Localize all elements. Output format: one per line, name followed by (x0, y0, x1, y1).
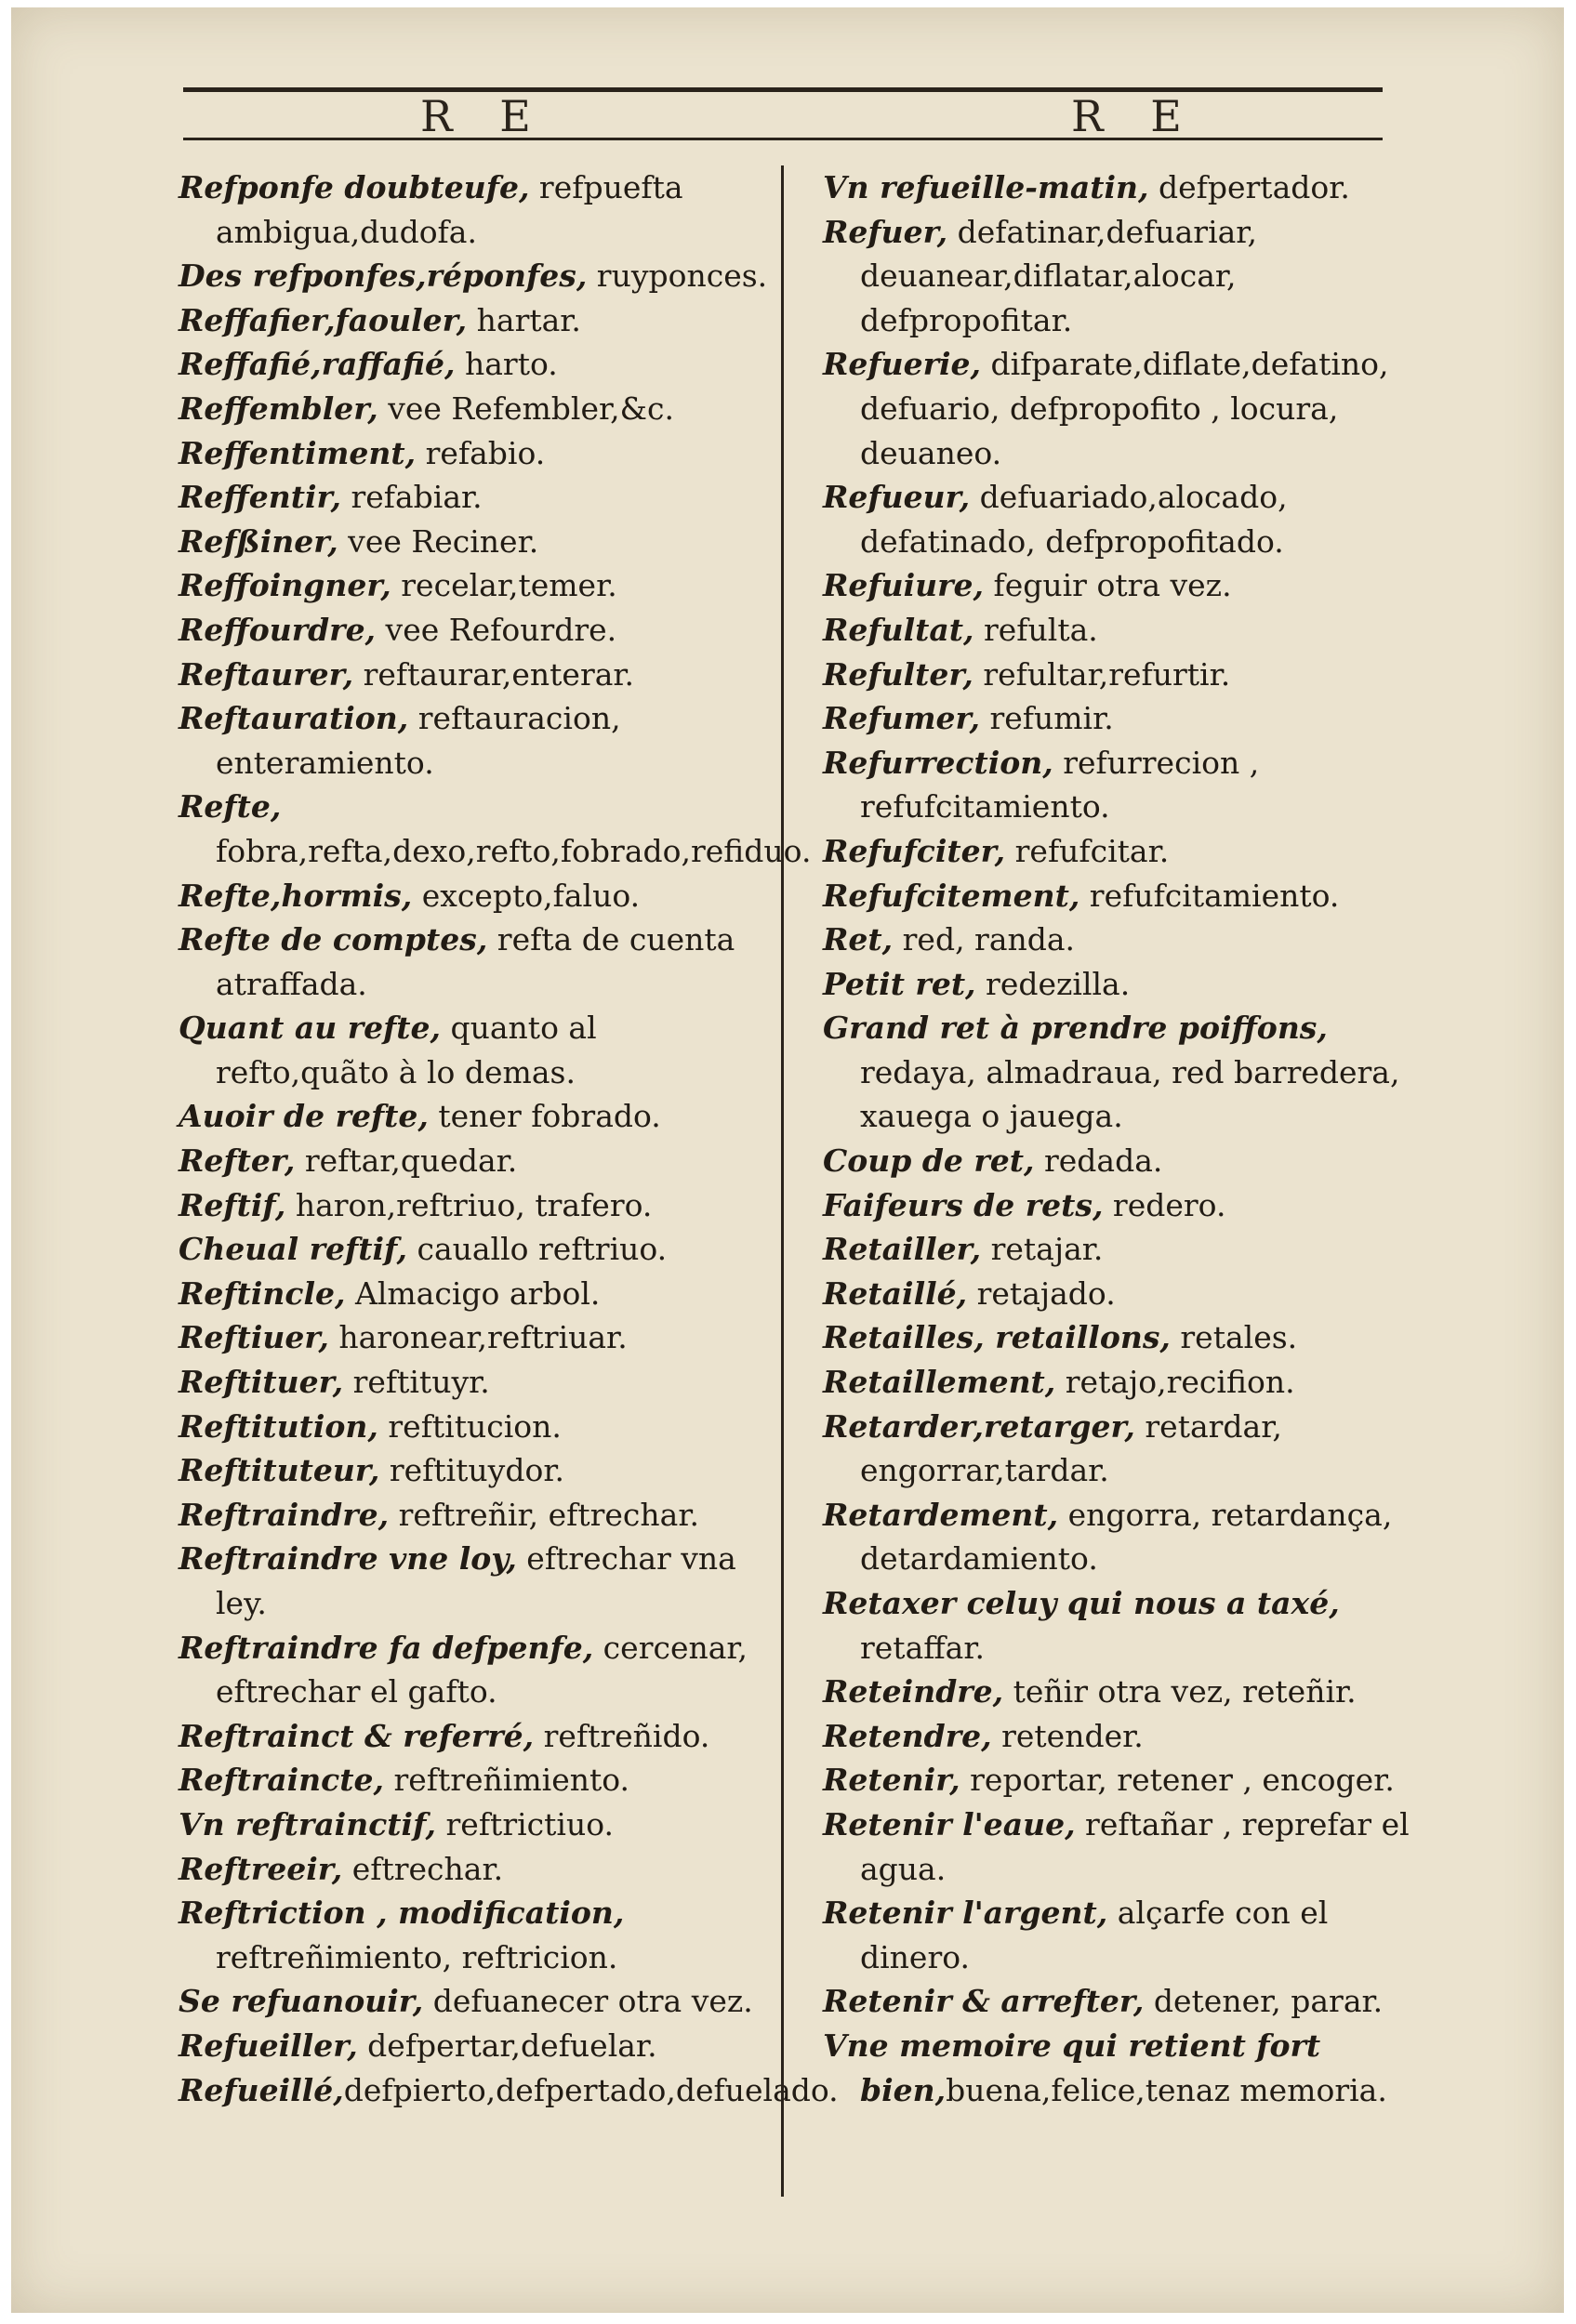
dictionary-entry (823, 874, 1418, 918)
entry-translation: refultar,refurtir. (973, 655, 1231, 693)
dictionary-entry (179, 1758, 774, 1802)
dictionary-entry (179, 1183, 774, 1228)
entry-translation: refufcitar. (1005, 832, 1170, 869)
dictionary-entry (179, 1272, 774, 1316)
entry-translation: reftitucion. (377, 1407, 562, 1445)
entry-headword: Reffafier,faouler, (179, 301, 468, 338)
entry-translation: defuanecer otra vez. (423, 1983, 753, 2020)
dictionary-entry (179, 1626, 774, 1714)
entry-translation: redaya, almadraua, red barredera, xauega o jauega. (860, 1053, 1400, 1135)
entry-translation: recelar,temer. (391, 567, 617, 604)
entry-translation: red, randa. (893, 921, 1076, 958)
dictionary-entry (823, 829, 1418, 874)
left-column (179, 165, 839, 2112)
entry-headword: Vn refueille-matin, (823, 169, 1149, 205)
dictionary-entry (179, 1227, 774, 1272)
entry-headword: Refuer, (823, 213, 948, 250)
dictionary-entry (179, 475, 774, 520)
running-head-left: R E (420, 91, 548, 141)
dictionary-entry (823, 165, 1418, 210)
entry-headword: Reftituteur, (179, 1452, 380, 1489)
entry-headword: Retailles, retaillons, (823, 1319, 1171, 1356)
entry-headword: Refufcitement, (823, 877, 1080, 914)
dictionary-entry (179, 1802, 774, 1847)
entry-translation: fobra,refta,dexo,refto,fobrado,refiduo. (216, 832, 812, 869)
entry-headword: Refuiure, (823, 567, 985, 604)
column-divider (781, 165, 784, 2197)
entry-headword: Reftincle, (179, 1274, 346, 1312)
dictionary-entry (823, 1139, 1418, 1183)
entry-translation: reftar,quedar. (295, 1142, 518, 1180)
dictionary-entry (179, 1094, 774, 1139)
dictionary-entry (179, 1493, 774, 1538)
dictionary-entry (823, 741, 1418, 829)
dictionary-entry (179, 608, 774, 653)
entry-translation: refulta. (973, 611, 1098, 648)
entry-translation: defpertar,defuelar. (357, 2027, 657, 2064)
entry-headword: Reftraincte, (179, 1762, 384, 1799)
entry-translation: reportar, retener , encoger. (960, 1762, 1395, 1799)
entry-translation: retaffar. (860, 1629, 985, 1666)
entry-translation: reftaurar,enterar. (353, 655, 635, 693)
entry-translation: detener, parar. (1144, 1983, 1384, 2020)
entry-headword: Retenir, (823, 1762, 960, 1799)
entry-headword: Cheual reftif, (179, 1231, 407, 1268)
entry-translation: reftreñimiento, reftricion. (216, 1938, 618, 1975)
entry-translation: reftituyr. (343, 1364, 490, 1401)
entry-translation: refurrecion , refufcitamiento. (860, 744, 1260, 825)
entry-translation: reftreñido. (534, 1717, 710, 1754)
entry-headword: Coup de ret, (823, 1142, 1035, 1180)
entry-translation: vee Reciner. (338, 522, 539, 560)
entry-headword: Refte, (179, 788, 282, 825)
dictionary-entry (823, 1006, 1418, 1139)
dictionary-entry (823, 962, 1418, 1007)
entry-headword: Petit ret, (823, 965, 976, 1002)
dictionary-entry (179, 1448, 774, 1493)
entry-translation: buena,felice,tenaz memoria. (946, 2071, 1387, 2108)
dictionary-entry (179, 2024, 774, 2068)
entry-translation: teñir otra vez, reteñir. (1003, 1673, 1357, 1710)
entry-translation: engorra, retardança, detardamiento. (860, 1496, 1393, 1578)
entry-headword: Retenir & arrefter, (823, 1983, 1145, 2020)
entry-headword: Reftaurer, (179, 655, 354, 693)
dictionary-entry (823, 1802, 1418, 1891)
entry-headword: Reffoingner, (179, 567, 391, 604)
entry-headword: Reftraindre vne loy, (179, 1540, 517, 1578)
entry-translation: Almacigo arbol. (345, 1274, 601, 1312)
entry-translation: retajado. (967, 1274, 1116, 1312)
entry-translation: quanto al refto,quãto à lo demas. (216, 1010, 597, 1090)
dictionary-entry (179, 254, 774, 298)
entry-translation: retajo,recifion. (1055, 1364, 1295, 1401)
entry-translation: vee Refembler,&c. (377, 390, 675, 427)
entry-headword: Refulter, (823, 655, 973, 693)
dictionary-entry (179, 165, 774, 254)
dictionary-entry (179, 520, 774, 564)
entry-translation: refta de cuenta atraffada. (216, 921, 735, 1002)
entry-headword: Reftreeir, (179, 1850, 343, 1887)
entry-translation: retardar, engorrar,tardar. (860, 1407, 1282, 1489)
entry-headword: Refuerie, (823, 346, 982, 383)
dictionary-entry (823, 696, 1418, 741)
dictionary-entry (823, 1670, 1418, 1714)
entry-translation: feguir otra vez. (984, 567, 1232, 604)
dictionary-entry (823, 1891, 1418, 1979)
dictionary-entry (823, 1714, 1418, 1759)
entry-headword: Refte de comptes, (179, 921, 488, 958)
entry-headword: Se refuanouir, (179, 1983, 424, 2020)
entry-headword: Refueillé, (179, 2071, 344, 2108)
dictionary-entry (179, 1891, 774, 1979)
entry-translation: defuariado,alocado, defatinado, defpropofitado. (860, 479, 1288, 560)
entry-translation: reftituydor. (379, 1452, 564, 1489)
dictionary-entry (823, 1360, 1418, 1405)
dictionary-entry (823, 1183, 1418, 1228)
dictionary-entry (179, 785, 812, 873)
dictionary-entry (179, 1405, 774, 1449)
entry-headword: Reftitution, (179, 1407, 378, 1445)
dictionary-entry (823, 475, 1418, 563)
right-column (823, 165, 1418, 2112)
entry-translation: retajar. (981, 1231, 1104, 1268)
entry-translation: refabiar. (340, 479, 483, 516)
entry-translation: cauallo reftriuo. (406, 1231, 668, 1268)
dictionary-entry (179, 563, 774, 608)
entry-headword: Reftraindre, (179, 1496, 390, 1533)
dictionary-entry (823, 1758, 1418, 1802)
entry-headword: Retarder,retarger, (823, 1407, 1135, 1445)
dictionary-entry (179, 1537, 774, 1625)
entry-headword: Reftiuer, (179, 1319, 329, 1356)
entry-translation: harto. (455, 346, 558, 383)
entry-translation: cercenar, eftrechar el gafto. (216, 1629, 748, 1710)
entry-translation: excepto,faluo. (412, 877, 641, 914)
dictionary-entry (823, 1581, 1418, 1670)
entry-translation: reftañar , reprefar el agua. (860, 1805, 1410, 1887)
entry-translation: alçarfe con el dinero. (860, 1895, 1329, 1975)
dictionary-entry (179, 1979, 774, 2024)
dictionary-entry (823, 342, 1418, 475)
entry-headword: Retaillé, (823, 1274, 968, 1312)
entry-headword: Refponfe doubteufe, (179, 169, 530, 205)
entry-translation: vee Refourdre. (376, 611, 617, 648)
top-rule (183, 87, 1383, 92)
dictionary-entry (823, 918, 1418, 962)
entry-headword: Retaxer celuy qui nous a taxé, (823, 1585, 1340, 1621)
entry-translation: refufcitamiento. (1079, 877, 1340, 914)
dictionary-entry (823, 1227, 1418, 1272)
entry-translation: difparate,diflate,defatino, defuario, defpropofito , locura, deuaneo. (860, 346, 1389, 471)
entry-headword: Refultat, (823, 611, 974, 648)
entry-translation: eftrechar vna ley. (216, 1540, 736, 1621)
entry-translation: reftrictiuo. (436, 1805, 614, 1842)
dictionary-entry (179, 1315, 774, 1360)
entry-headword: Refumer, (823, 700, 980, 737)
entry-headword: Reffentir, (179, 479, 341, 516)
entry-translation: retales. (1170, 1319, 1298, 1356)
entry-translation: reftreñimiento. (383, 1762, 630, 1799)
entry-translation: refumir. (980, 700, 1114, 737)
entry-headword: Reftituer, (179, 1364, 344, 1401)
entry-headword: Reffentiment, (179, 434, 417, 471)
entry-headword: Faifeurs de rets, (823, 1186, 1104, 1223)
entry-translation: hartar. (467, 301, 581, 338)
entry-headword: Vne memoire qui retient fort bien, (823, 2027, 1321, 2108)
entry-translation: tener fobrado. (428, 1098, 661, 1135)
entry-headword: Refßiner, (179, 522, 338, 560)
entry-translation: retender. (991, 1717, 1144, 1754)
dictionary-entry (179, 1139, 774, 1183)
entry-translation: refabio. (416, 434, 546, 471)
entry-translation: redada. (1034, 1142, 1163, 1180)
dictionary-entry (179, 653, 774, 697)
dictionary-entry (179, 1847, 774, 1892)
dictionary-page (11, 7, 1564, 2313)
entry-headword: Des refponfes,réponfes, (179, 257, 588, 295)
dictionary-entry (179, 696, 774, 785)
entry-headword: Auoir de refte, (179, 1098, 429, 1135)
entry-headword: Ret, (823, 921, 894, 958)
dictionary-entry (179, 918, 774, 1006)
dictionary-entry (179, 1714, 774, 1759)
entry-headword: Retaillement, (823, 1364, 1056, 1401)
entry-headword: Reftraindre fa defpenfe, (179, 1629, 594, 1666)
entry-headword: Reftriction , modification, (179, 1895, 625, 1932)
entry-headword: Refufciter, (823, 832, 1006, 869)
entry-translation: haronear,reftriuar. (328, 1319, 628, 1356)
entry-headword: Reffourdre, (179, 611, 377, 648)
entry-headword: Vn reftrainctif, (179, 1805, 437, 1842)
dictionary-entry (179, 342, 774, 387)
entry-headword: Reftif, (179, 1186, 286, 1223)
entry-headword: Reteindre, (823, 1673, 1004, 1710)
entry-translation: defpertador. (1148, 169, 1350, 205)
entry-translation: redezilla. (975, 965, 1131, 1002)
dictionary-entry (179, 1360, 774, 1405)
dictionary-entry (823, 2024, 1418, 2112)
entry-translation: ruyponces. (587, 257, 768, 295)
entry-translation: reftauracion, enteramiento. (216, 700, 621, 781)
entry-headword: Grand ret à prendre poiffons, (823, 1010, 1328, 1047)
entry-translation: eftrechar. (342, 1850, 504, 1887)
dictionary-entry (179, 387, 774, 431)
dictionary-entry (179, 1006, 774, 1094)
dictionary-entry (823, 1405, 1418, 1493)
entry-headword: Retendre, (823, 1717, 992, 1754)
entry-headword: Retardement, (823, 1496, 1059, 1533)
dictionary-entry (823, 1315, 1418, 1360)
entry-translation: defpierto,defpertado,defuelado. (343, 2071, 839, 2108)
entry-headword: Reftrainct & referré, (179, 1717, 535, 1754)
entry-translation: reftreñir, eftrechar. (389, 1496, 699, 1533)
entry-translation: redero. (1103, 1186, 1226, 1223)
dictionary-entry (823, 563, 1418, 608)
dictionary-entry (823, 653, 1418, 697)
entry-translation: defatinar,defuariar, deuanear,diflatar,alocar, defpropofitar. (860, 213, 1257, 338)
entry-headword: Reffafié,raffafié, (179, 346, 456, 383)
running-head-right: R E (1071, 91, 1199, 141)
entry-headword: Refter, (179, 1142, 296, 1180)
dictionary-entry (179, 874, 774, 918)
dictionary-entry (179, 431, 774, 476)
entry-headword: Reftauration, (179, 700, 409, 737)
dictionary-entry (823, 1272, 1418, 1316)
dictionary-entry (823, 1979, 1418, 2024)
entry-headword: Retailler, (823, 1231, 982, 1268)
dictionary-entry (823, 608, 1418, 653)
entry-headword: Refurrection, (823, 744, 1053, 781)
entry-headword: Retenir l'eaue, (823, 1805, 1076, 1842)
dictionary-entry (179, 2068, 839, 2113)
header-rule (183, 138, 1383, 140)
entry-headword: Retenir l'argent, (823, 1895, 1108, 1932)
entry-headword: Quant au refte, (179, 1010, 442, 1047)
dictionary-entry (823, 1493, 1418, 1581)
entry-headword: Refueur, (823, 479, 971, 516)
entry-translation: haron,reftriuo, trafero. (285, 1186, 653, 1223)
dictionary-entry (823, 210, 1418, 343)
entry-headword: Refte,hormis, (179, 877, 413, 914)
entry-headword: Refueiller, (179, 2027, 358, 2064)
entry-translation: refpuefta ambigua,dudofa. (216, 169, 683, 250)
entry-headword: Reffembler, (179, 390, 378, 427)
dictionary-entry (179, 298, 774, 343)
